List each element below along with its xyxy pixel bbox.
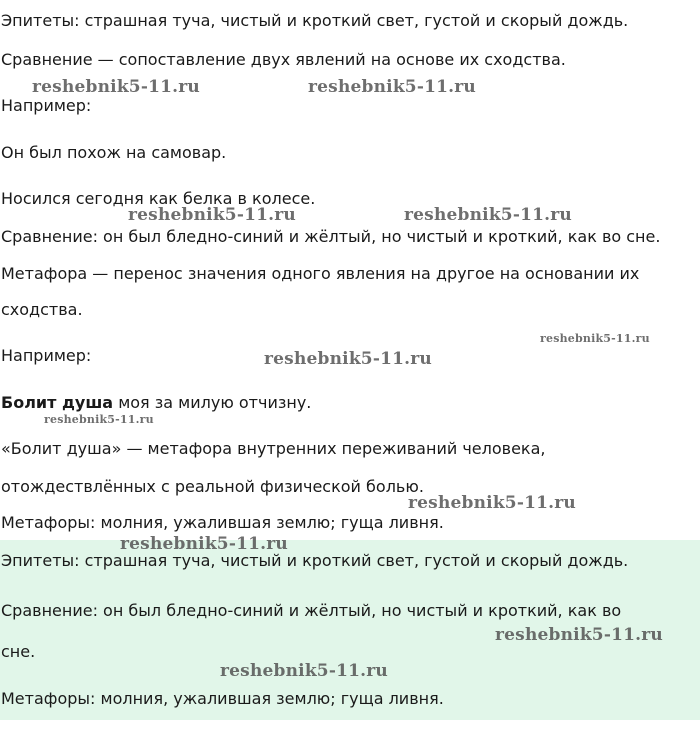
- example-samovar: Он был похож на самовар.: [1, 143, 227, 162]
- metaphor-definition-cont: сходства.: [1, 300, 83, 319]
- metaphors-line: Метафоры: молния, ужалившая землю; гуща ливня.: [1, 513, 444, 532]
- watermark: reshebnik5-11.ru: [128, 205, 296, 225]
- answer-comparison: Сравнение: он был бледно-синий и жёлтый, но чистый и кроткий, как во: [1, 601, 622, 620]
- watermark: reshebnik5-11.ru: [308, 77, 476, 97]
- example-soul: [1, 392, 311, 414]
- watermark: reshebnik5-11.ru: [404, 205, 572, 225]
- epithets-line: Эпитеты: страшная туча, чистый и кроткий свет, густой и скорый дождь.: [1, 11, 629, 30]
- watermark: reshebnik5-11.ru: [44, 413, 154, 426]
- answer-comparison-cont: сне.: [1, 642, 36, 661]
- watermark: reshebnik5-11.ru: [408, 493, 576, 513]
- answer-metaphors: Метафоры: молния, ужалившая землю; гуща ливня.: [1, 689, 444, 708]
- metaphor-definition: Метафора — перенос значения одного явления на другое на основании их: [1, 264, 640, 283]
- comparison-line: Сравнение: он был бледно-синий и жёлтый, но чистый и кроткий, как во сне.: [1, 227, 661, 246]
- answer-epithets: Эпитеты: страшная туча, чистый и кроткий свет, густой и скорый дождь.: [1, 551, 629, 570]
- example-label: Например:: [1, 96, 92, 115]
- bold-phrase: Болит душа: [1, 393, 114, 412]
- example-soul-rest: моя за милую отчизну.: [113, 393, 312, 412]
- comparison-definition: Сравнение — сопоставление двух явлений на основе их сходства.: [1, 50, 566, 69]
- watermark: reshebnik5-11.ru: [264, 349, 432, 369]
- watermark: reshebnik5-11.ru: [220, 661, 388, 681]
- watermark: reshebnik5-11.ru: [495, 625, 663, 645]
- watermark: reshebnik5-11.ru: [540, 332, 650, 345]
- metaphor-explanation-cont: отождествлённых с реальной физической болью.: [1, 477, 424, 496]
- example-squirrel: Носился сегодня как белка в колесе.: [1, 189, 316, 208]
- watermark: reshebnik5-11.ru: [120, 534, 288, 554]
- metaphor-explanation: «Болит душа» — метафора внутренних переживаний человека,: [1, 439, 546, 458]
- watermark: reshebnik5-11.ru: [32, 77, 200, 97]
- example-label-2: Например:: [1, 346, 92, 365]
